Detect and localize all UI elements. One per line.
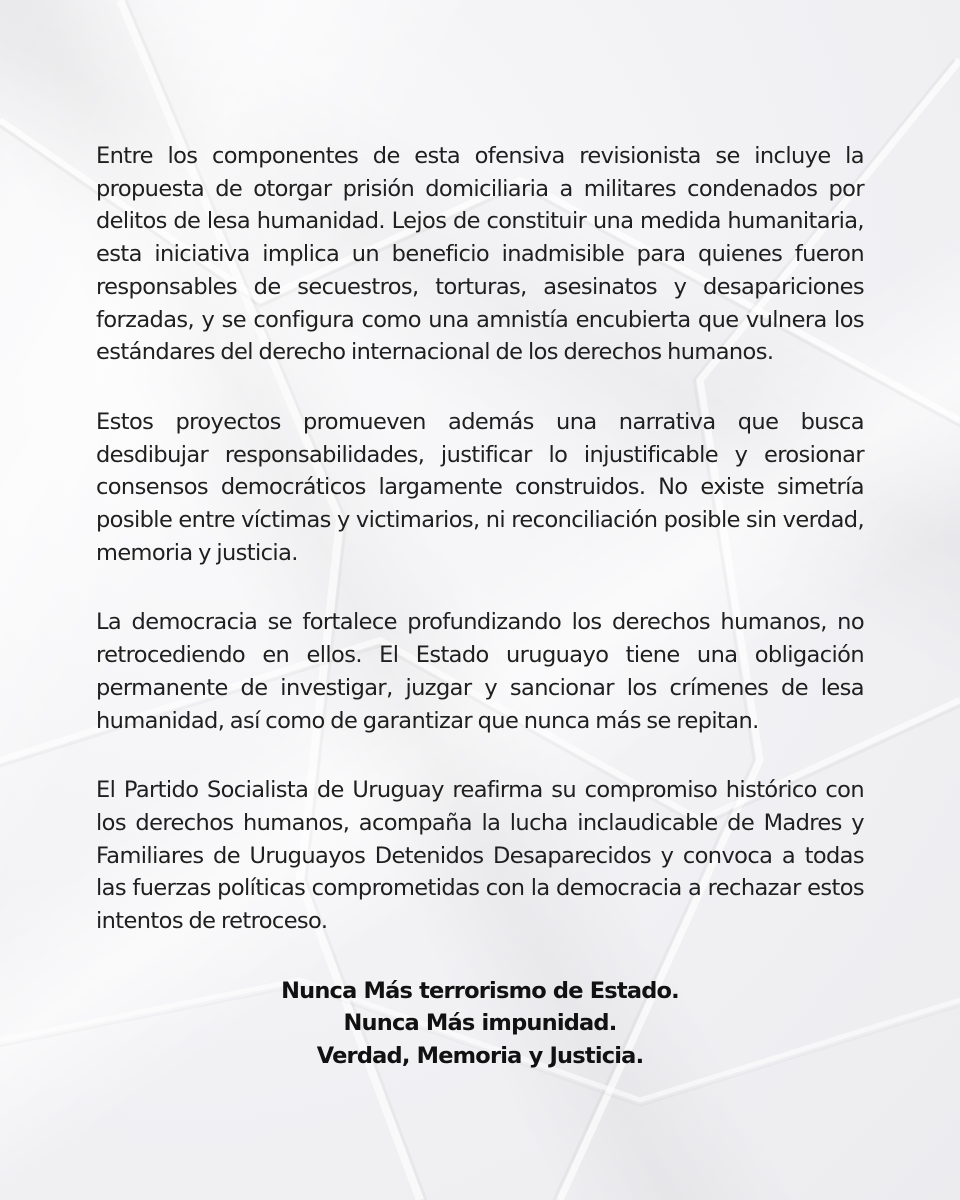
paragraph-4: El Partido Socialista de Uruguay reafirma su compromiso histórico con los derechos humanos, acompaña la lucha inclaudicable de Madres y Familiares de Uruguayos Detenidos Desaparecidos y convoca a todas las fuerzas políticas comprometidas con la democracia a rechazar estos intentos de retroceso.: [96, 777, 864, 935]
paragraph-2: Estos proyectos promueven además una narrativa que busca desdibujar responsabilidades, justificar lo injustificable y erosionar consensos democráticos largamente construidos. No existe simetría posible entre víctimas y victimarios, ni reconciliación posible sin verdad, memoria y justicia.: [96, 408, 864, 566]
closing-line-2: Nunca Más impunidad.: [343, 1010, 617, 1037]
closing-line-3: Verdad, Memoria y Justicia.: [316, 1043, 644, 1070]
paragraph-3: La democracia se fortalece profundizando los derechos humanos, no retrocediendo en ellos. El Estado uruguayo tiene una obligación permanente de investigar, juzgar y sancionar los crímenes de lesa humanidad, así como de garantizar que nunca más se repitan.: [96, 609, 864, 734]
closing-slogans: [96, 975, 864, 1073]
paragraph-1: Entre los componentes de esta ofensiva revisionista se incluye la propuesta de otorgar prisión domiciliaria a militares condenados por delitos de lesa humanidad. Lejos de constituir una medida humanitaria, esta iniciativa implica un beneficio inadmisible para quienes fueron responsables de secuestros, torturas, asesinatos y desapariciones forzadas, y se configura como una amnistía encubierta que vulnera los estándares del derecho internacional de los derechos humanos.: [96, 143, 864, 366]
statement-body: [96, 140, 864, 1073]
closing-line-1: Nunca Más terrorismo de Estado.: [281, 977, 679, 1004]
